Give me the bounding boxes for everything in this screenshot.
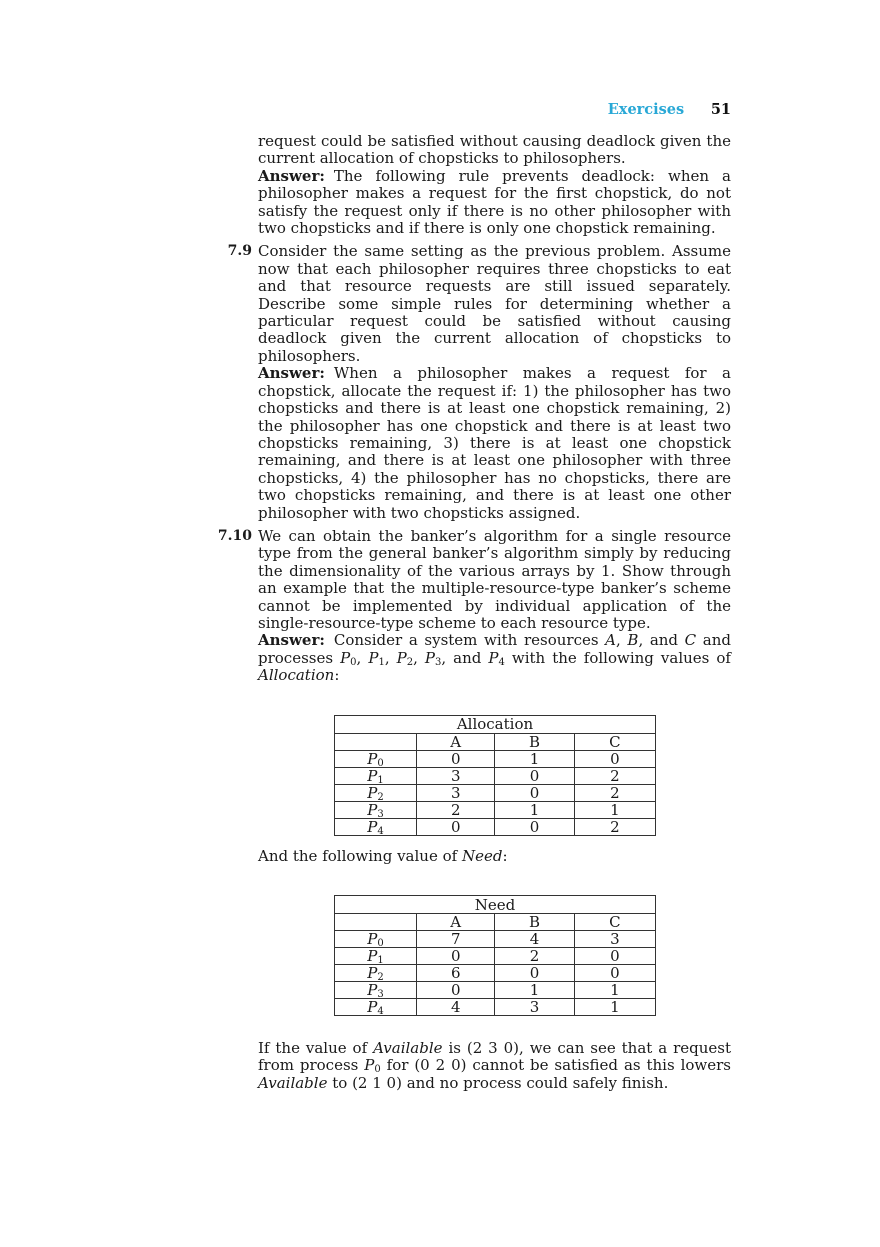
- table-cell: 4: [417, 999, 495, 1016]
- column-header: C: [574, 733, 655, 750]
- table-row: [335, 801, 656, 818]
- answer-text: When a philosopher makes a request for a chopstick, allocate the request if: 1) the philosopher has two chopsticks and there is at least one chopstick remaining, 2) the philosopher has one chopstick and there is at least two chopsticks remaining, 3) there is at least one chopstick remaining, and there is at least one philosopher with three chopsticks, 4) the philosopher has no chopsticks, there are two chopsticks remaining, and there is at least one other philosopher with two chopsticks assigned.: [258, 364, 731, 522]
- table-cell: 2: [417, 801, 495, 818]
- table-cell: 1: [495, 982, 574, 999]
- table-row: [335, 784, 656, 801]
- table-row: [335, 931, 656, 948]
- table-cell: 1: [574, 982, 655, 999]
- table-cell: 3: [417, 784, 495, 801]
- process-label: $P_0$: [335, 931, 417, 948]
- section-title: Exercises: [607, 101, 685, 118]
- table-row: [335, 999, 656, 1016]
- table-row: [335, 948, 656, 965]
- table-cell: 1: [495, 801, 574, 818]
- exercise-question: We can obtain the banker’s algorithm for a single resource type from the general banker’s algorithm simply by reducing the dimensionality of the various arrays by 1. Show through an example that the multiple-resource-type banker’s scheme cannot be implemented by individual application of the single-resource-type scheme to each resource type.: [258, 526, 731, 632]
- answer-label: Answer:: [258, 631, 325, 650]
- table-cell: 0: [495, 818, 574, 835]
- answer-text: The following rule prevents deadlock: when a philosopher makes a request for the first chopstick, do not satisfy the request only if there is no other philosopher with two chopsticks and if there is only one chopstick remaining.: [258, 166, 731, 238]
- process-label: $P_3$: [335, 801, 417, 818]
- table-cell: 3: [495, 999, 574, 1016]
- table-row: [335, 982, 656, 999]
- process-label: $P_1$: [335, 767, 417, 784]
- table-cell: 0: [417, 818, 495, 835]
- table-cell: 2: [574, 818, 655, 835]
- process-label: $P_0$: [335, 750, 417, 767]
- table-corner: [335, 733, 417, 750]
- answer-label: Answer:: [258, 166, 325, 185]
- table-row: [335, 767, 656, 784]
- table-row: [335, 965, 656, 982]
- exercise-number: 7.10: [217, 527, 252, 544]
- process-label: $P_4$: [335, 818, 417, 835]
- table-caption: Allocation: [335, 715, 656, 733]
- table-caption: Need: [335, 896, 656, 914]
- column-header: A: [417, 914, 495, 931]
- table-row: [335, 818, 656, 835]
- process-label: $P_3$: [335, 982, 417, 999]
- exercise-answer: [258, 365, 731, 522]
- table-cell: 1: [574, 999, 655, 1016]
- process-label: $P_2$: [335, 784, 417, 801]
- exercise-answer: Answer: Consider a system with resources A, B, and C and processes $P_0$, $P_1$, $P_2$, $P_3$, and $P_4$ with the following values of Allocation:: [258, 631, 731, 685]
- process-label: $P_2$: [335, 965, 417, 982]
- table-header-row: [335, 733, 656, 750]
- table-cell: 0: [574, 750, 655, 767]
- table-cell: 7: [417, 931, 495, 948]
- exercise-7-9: [227, 242, 731, 522]
- process-label: $P_4$: [335, 999, 417, 1016]
- table-caption-row: [335, 896, 656, 914]
- table-cell: 4: [495, 931, 574, 948]
- table-cell: 2: [574, 767, 655, 784]
- table-corner: [335, 914, 417, 931]
- table-cell: 1: [574, 801, 655, 818]
- table-cell: 2: [495, 948, 574, 965]
- table-cell: 0: [417, 948, 495, 965]
- exercise-7-10: [217, 526, 732, 1092]
- table-cell: 0: [417, 982, 495, 999]
- table-cell: 0: [495, 784, 574, 801]
- allocation-table: [334, 715, 656, 836]
- intro-answer: [258, 168, 731, 238]
- need-table: [334, 895, 656, 1016]
- table-cell: 6: [417, 965, 495, 982]
- page-body: [217, 132, 732, 1092]
- table-cell: 2: [574, 784, 655, 801]
- table-cell: 0: [495, 767, 574, 784]
- table-caption-row: [335, 715, 656, 733]
- table-cell: 3: [417, 767, 495, 784]
- process-label: $P_1$: [335, 948, 417, 965]
- exercise-number: 7.9: [227, 243, 252, 260]
- table-cell: 0: [495, 965, 574, 982]
- table-cell: 3: [574, 931, 655, 948]
- intro-text: request could be satisfied without causing deadlock given the current allocation of chopsticks to philosophers.: [258, 132, 731, 168]
- table-cell: 0: [574, 948, 655, 965]
- exercise-question: Consider the same setting as the previous problem. Assume now that each philosopher requires three chopsticks to eat and that resource requests are still issued separately. Describe some simple rules for determining whether a particular request could be satisfied without causing deadlock given the current allocation of chopsticks to philosophers.: [258, 242, 731, 365]
- table-cell: 0: [417, 750, 495, 767]
- column-header: B: [495, 914, 574, 931]
- page-header: [608, 101, 731, 118]
- conclusion-text: If the value of Available is (2 3 0), we can see that a request from process $P_0$ for (0 2 0) cannot be satisfied as this lowers Available to (2 1 0) and no process could safely finish.: [258, 1039, 732, 1092]
- page-number: 51: [710, 101, 731, 118]
- answer-label: Answer:: [258, 364, 325, 383]
- need-intro: And the following value of Need:: [258, 846, 508, 865]
- table-header-row: [335, 914, 656, 931]
- column-header: A: [417, 733, 495, 750]
- column-header: C: [574, 914, 655, 931]
- table-row: [335, 750, 656, 767]
- table-cell: 1: [495, 750, 574, 767]
- table-cell: 0: [574, 965, 655, 982]
- column-header: B: [495, 733, 574, 750]
